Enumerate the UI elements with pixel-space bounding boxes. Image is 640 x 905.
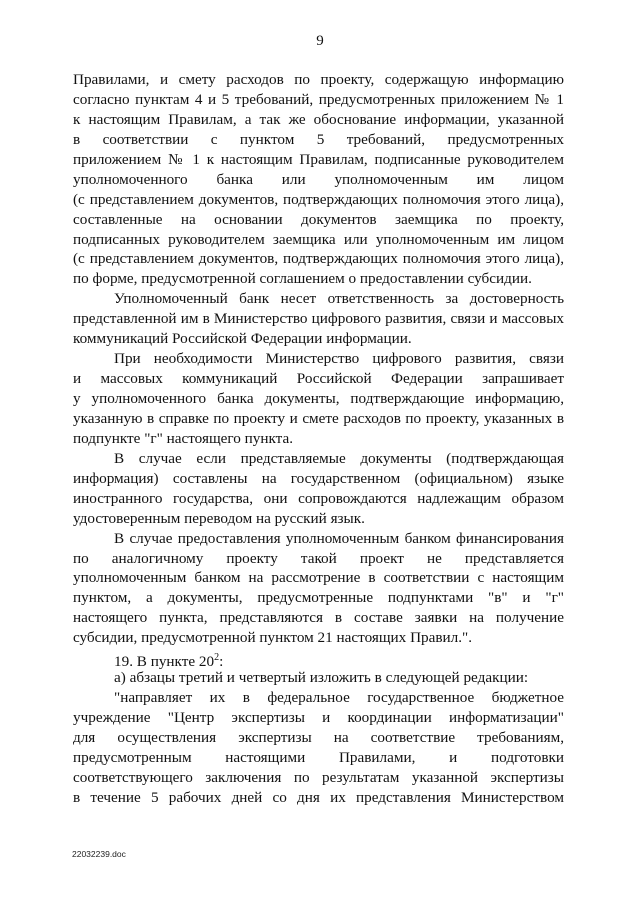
text-line: соответствующего заключения по результатам указанной экспертизы bbox=[73, 768, 564, 786]
text-line: В случае если представляемые документы (подтверждающая bbox=[114, 449, 564, 467]
text-line: согласно пунктам 4 и 5 требований, предусмотренных приложением № 1 bbox=[73, 90, 564, 108]
text-line: иностранного государства, они сопровождаются надлежащим образом bbox=[73, 489, 564, 507]
text-line: уполномоченного банка или уполномоченным им лицом bbox=[73, 170, 564, 188]
text-line: информация) составлены на государственном (официальном) языке bbox=[73, 469, 564, 487]
text-line: для осуществления экспертизы на соответствие требованиям, bbox=[73, 728, 564, 746]
heading-tail: : bbox=[219, 653, 224, 671]
text-line: (с представлением документов, подтверждающих полномочия этого лица), bbox=[73, 190, 564, 208]
text-line: учреждение "Центр экспертизы и координации информатизации" bbox=[73, 709, 564, 726]
heading-superscript: 2 bbox=[214, 652, 220, 664]
text-line: предусмотренным настоящими Правилами, и подготовки bbox=[73, 748, 564, 766]
text-line: "направляет их в федеральное государственное бюджетное bbox=[114, 689, 564, 707]
document-body bbox=[73, 70, 564, 808]
text-line: Правилами, и смету расходов по проекту, содержащую информацию bbox=[73, 71, 564, 88]
text-line: При необходимости Министерство цифрового развития, связи bbox=[114, 350, 564, 368]
text-line: по аналогичному проекту такой проект не представляется bbox=[73, 549, 564, 567]
text-line: в соответствии с пунктом 5 требований, предусмотренных bbox=[73, 130, 564, 148]
text-line: подпункте "г" настоящего пункта. bbox=[73, 429, 294, 447]
text-line: представленной им в Министерство цифрового развития, связи и массовых bbox=[73, 310, 564, 328]
text-line: субсидии, предусмотренной пунктом 21 настоящих Правил.". bbox=[73, 629, 473, 647]
text-line: у уполномоченного банка документы, подтверждающие информацию, bbox=[73, 390, 564, 407]
text-line: составленные на основании документов заемщика по проекту, bbox=[73, 210, 564, 228]
text-line: а) абзацы третий и четвертый изложить в следующей редакции: bbox=[114, 669, 529, 687]
text-line: подписанных руководителем заемщика или уполномоченным им лицом bbox=[73, 230, 564, 248]
text-line: Уполномоченный банк несет ответственность за достоверность bbox=[114, 290, 564, 308]
text-line: в течение 5 рабочих дней со дня их представления Министерством bbox=[73, 788, 564, 806]
text-line: приложением № 1 к настоящим Правилам, подписанные руководителем bbox=[73, 150, 564, 168]
text-line: В случае предоставления уполномоченным банком финансирования bbox=[114, 529, 564, 547]
section-heading bbox=[73, 648, 564, 671]
heading-text: 19. В пункте 20 bbox=[114, 653, 215, 671]
text-line: по форме, предусмотренной соглашением о предоставлении субсидии. bbox=[73, 270, 532, 288]
text-line: пунктом, а документы, предусмотренные подпунктами "в" и "г" bbox=[73, 589, 564, 607]
text-line: (с представлением документов, подтверждающих полномочия этого лица), bbox=[73, 250, 564, 268]
text-line: и массовых коммуникаций Российской Федерации запрашивает bbox=[73, 370, 564, 388]
text-line: указанную в справке по проекту и смете расходов по проекту, указанных в bbox=[73, 409, 564, 427]
text-line: настоящего пункта, представляются в составе заявки на получение bbox=[73, 609, 564, 627]
text-line: уполномоченным банком на рассмотрение в соответствии с настоящим bbox=[73, 569, 564, 587]
file-name-footer: 22032239.doc bbox=[72, 849, 126, 859]
page-number: 9 bbox=[316, 33, 324, 49]
text-line: удостоверенным переводом на русский язык. bbox=[73, 509, 365, 527]
text-line: коммуникаций Российской Федерации информации. bbox=[73, 330, 412, 348]
text-line: к настоящим Правилам, а так же обоснование информации, указанной bbox=[73, 110, 564, 128]
